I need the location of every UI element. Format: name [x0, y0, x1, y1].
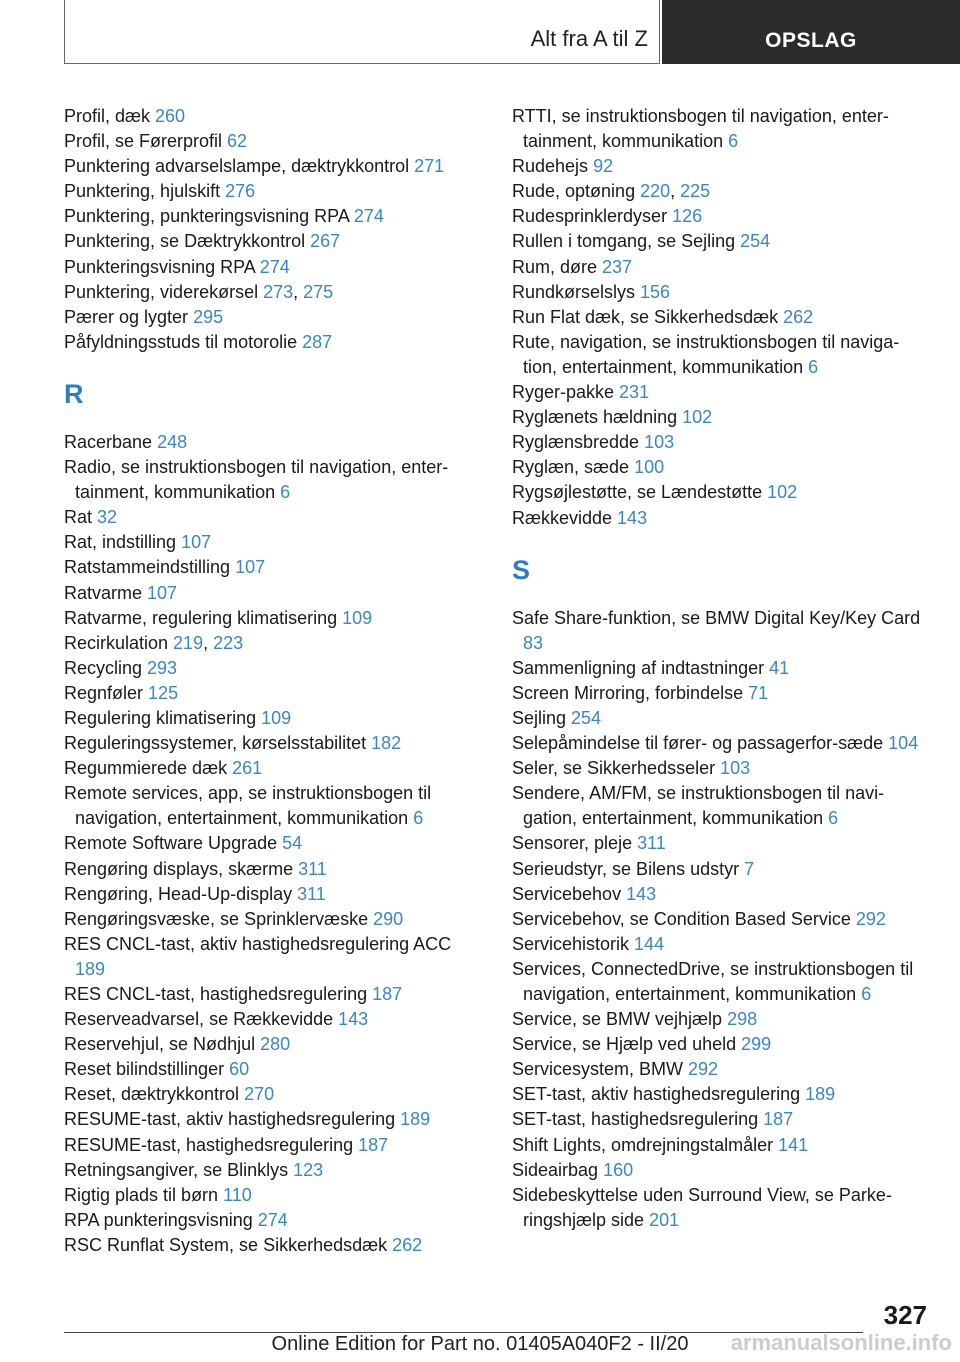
index-entry: [64, 204, 484, 229]
index-entry-term: Rudehejs: [512, 156, 594, 177]
page-reference-link[interactable]: 311: [298, 858, 327, 879]
index-entry: [64, 631, 484, 656]
index-entry-term: Sensorer, pleje: [512, 833, 638, 854]
index-entry: [64, 1007, 484, 1032]
index-entry-term: Sejling: [512, 707, 572, 728]
index-entry-term: RES CNCL-tast, hastighedsregulering: [64, 984, 373, 1004]
index-entry: [64, 982, 484, 1007]
page-reference-link[interactable]: 123: [293, 1159, 324, 1180]
index-entry-term: Reset, dæktrykkontrol: [64, 1084, 245, 1105]
page-reference-link[interactable]: 271: [414, 156, 445, 177]
index-entry-term: Pærer og lygter: [64, 306, 194, 327]
page-reference-link[interactable]: 223: [213, 632, 244, 653]
page-reference-link[interactable]: 109: [261, 707, 292, 728]
index-entry-term: Rude, optøning: [512, 181, 641, 202]
page-ref-separator: ,: [203, 632, 214, 653]
index-entry-term: Rat, indstilling: [64, 532, 182, 553]
index-entry: [512, 1057, 927, 1082]
page-reference-link[interactable]: 103: [644, 432, 675, 453]
index-entry-term: Rundkørselslys: [512, 281, 641, 302]
footer-watermark: armanualsonline.info: [730, 1330, 952, 1355]
page-reference-link[interactable]: 156: [640, 281, 671, 302]
index-entry: [64, 455, 484, 505]
page-reference-link[interactable]: 6: [728, 131, 739, 152]
page-reference-link[interactable]: 292: [855, 908, 886, 929]
page-reference-link[interactable]: 274: [257, 1209, 288, 1230]
page-reference-link[interactable]: 231: [619, 382, 650, 403]
index-entry: [64, 907, 484, 932]
index-entry: [64, 656, 484, 681]
page-reference-link[interactable]: 187: [358, 1134, 389, 1155]
index-entry-term: RTTI, se instruktionsbogen til navigation, enter-tainment, kommunikation: [512, 106, 889, 152]
page-reference-link[interactable]: 41: [769, 657, 790, 678]
page-reference-link[interactable]: 6: [808, 356, 819, 377]
index-entry: [64, 104, 484, 129]
index-entry: [512, 1032, 927, 1057]
page-reference-link[interactable]: 125: [148, 682, 179, 703]
index-entry-term: Ryger-pakke: [512, 382, 620, 403]
index-entry-term: Sammenligning af indtastninger: [512, 657, 770, 678]
index-entry: [64, 932, 484, 982]
index-entry: [512, 204, 927, 229]
index-entry-term: Profil, dæk: [64, 106, 156, 126]
page-reference-link[interactable]: 293: [147, 657, 178, 678]
index-entry-term: Regummierede dæk: [64, 758, 233, 779]
index-entry-term: Run Flat dæk, se Sikkerhedsdæk: [512, 306, 784, 327]
page-reference-link[interactable]: 110: [223, 1184, 252, 1205]
page-reference-link[interactable]: 102: [767, 482, 798, 503]
page-reference-link[interactable]: 187: [763, 1109, 794, 1130]
index-entry: [512, 380, 927, 405]
index-entry-term: RESUME-tast, hastighedsregulering: [64, 1134, 359, 1155]
index-entry-term: Punktering, viderekørsel: [64, 281, 264, 302]
index-entry: [64, 1208, 484, 1233]
index-entry-term: Racerbane: [64, 431, 158, 452]
index-entry-term: Servicehistorik: [512, 933, 635, 954]
index-entry: [512, 756, 927, 781]
index-entry: [512, 731, 927, 756]
index-entry: [512, 932, 927, 957]
index-entry: [64, 129, 484, 154]
index-entry-term: RSC Runflat System, se Sikkerhedsdæk: [64, 1234, 393, 1255]
index-entry: [512, 405, 927, 430]
section-title: Alt fra A til Z: [530, 26, 648, 51]
index-letter-heading: S: [512, 554, 531, 585]
page-reference-link[interactable]: 220: [640, 181, 671, 202]
page-reference-link[interactable]: 274: [353, 206, 384, 227]
index-entry: [512, 305, 927, 330]
page-reference-link[interactable]: 109: [342, 607, 373, 628]
page-reference-link[interactable]: 107: [235, 557, 266, 578]
index-entry-term: Punktering, se Dæktrykkontrol: [64, 231, 311, 252]
page-reference-link[interactable]: 141: [778, 1134, 809, 1155]
page-reference-link[interactable]: 262: [392, 1234, 423, 1255]
page-reference-link[interactable]: 60: [229, 1059, 250, 1080]
index-entry: [64, 330, 484, 355]
page-reference-link[interactable]: 254: [571, 707, 602, 728]
index-entry: [64, 1107, 484, 1132]
index-entry-term: Services, ConnectedDrive, se instruktionsbogen til navigation, entertainment, kommunikation: [512, 958, 914, 1004]
index-entry: [512, 882, 927, 907]
index-entry-term: Punkteringsvisning RPA: [64, 256, 260, 277]
index-entry-term: Regulering klimatisering: [64, 707, 262, 728]
page-reference-link[interactable]: 6: [280, 482, 291, 503]
index-entry-term: SET-tast, aktiv hastighedsregulering: [512, 1084, 806, 1105]
index-entry: [64, 882, 484, 907]
index-entry-term: Rute, navigation, se instruktionsbogen til naviga-tion, entertainment, kommunikation: [512, 331, 900, 377]
index-entry: [512, 857, 927, 882]
page-reference-link[interactable]: 254: [740, 231, 771, 252]
index-entry-term: Selepåmindelse til fører- og passagerfor-sæde: [512, 733, 889, 754]
page-reference-link[interactable]: 275: [303, 281, 334, 302]
index-column-left: [64, 104, 484, 1258]
index-entry: [512, 831, 927, 856]
index-entry-term: Seler, se Sikkerhedsseler: [512, 758, 721, 779]
page-reference-link[interactable]: 32: [97, 507, 118, 528]
index-entry-term: Screen Mirroring, forbindelse: [512, 682, 749, 703]
index-entry-term: RPA punkteringsvisning: [64, 1209, 258, 1230]
index-entry-term: Ratvarme: [64, 582, 148, 603]
index-entry: [64, 1057, 484, 1082]
index-entry: [64, 1183, 484, 1208]
index-entry-term: Retningsangiver, se Blinklys: [64, 1159, 294, 1180]
page-reference-link[interactable]: 143: [626, 883, 657, 904]
index-entry: [512, 907, 927, 932]
index-entry: [64, 154, 484, 179]
page-reference-link[interactable]: 270: [244, 1084, 275, 1105]
index-column-right: [512, 104, 927, 1233]
index-entry-term: Ratvarme, regulering klimatisering: [64, 607, 343, 628]
index-entry: [64, 606, 484, 631]
index-entry-term: Ratstammeindstilling: [64, 557, 236, 578]
page-reference-link[interactable]: 104: [888, 733, 919, 754]
index-entry: [64, 857, 484, 882]
index-entry-term: Sideairbag: [512, 1159, 604, 1180]
index-entry-term: Rengøringsvæske, se Sprinklervæske: [64, 908, 374, 929]
index-entry-term: Rækkevidde: [512, 507, 618, 528]
index-entry-term: Sendere, AM/FM, se instruktionsbogen til navi-gation, entertainment, kommunikation: [512, 783, 885, 829]
index-entry-term: Profil, se Førerprofil: [64, 131, 228, 152]
index-entry-term: Safe Share-funktion, se BMW Digital Key/Key Card: [512, 607, 921, 628]
index-entry-term: Rygsøjlestøtte, se Lændestøtte: [512, 482, 768, 503]
page-reference-link[interactable]: 54: [282, 833, 303, 854]
page-reference-link[interactable]: 71: [748, 682, 769, 703]
page-reference-link[interactable]: 295: [193, 306, 224, 327]
index-entry-term: RESUME-tast, aktiv hastighedsregulering: [64, 1109, 401, 1130]
index-entry: [512, 781, 927, 831]
page-ref-separator: ,: [293, 281, 304, 302]
index-entry: [512, 480, 927, 505]
index-entry: [512, 455, 927, 480]
index-entry-term: Sidebeskyttelse uden Surround View, se Parke-ringshjælp side: [512, 1184, 892, 1230]
page-reference-link[interactable]: 143: [617, 507, 648, 528]
index-entry: [64, 1032, 484, 1057]
page-reference-link[interactable]: 144: [634, 933, 665, 954]
index-entry-term: Ryglænsbredde: [512, 432, 645, 453]
index-entry: [64, 731, 484, 756]
index-entry: [512, 1007, 927, 1032]
page-reference-link[interactable]: 83: [523, 632, 544, 653]
index-entry: [64, 781, 484, 831]
page-reference-link[interactable]: 274: [259, 256, 290, 277]
index-entry: [512, 1082, 927, 1107]
index-letter-heading: R: [64, 378, 84, 409]
index-entry-term: Rum, døre: [512, 256, 603, 277]
page-reference-link[interactable]: 287: [302, 331, 333, 352]
page-reference-link[interactable]: 143: [338, 1009, 369, 1030]
index-entry-term: Ryglænets hældning: [512, 407, 683, 428]
page-reference-link[interactable]: 102: [682, 407, 713, 428]
index-entry: [512, 280, 927, 305]
index-entry: [64, 305, 484, 330]
index-entry-term: Reguleringssystemer, kørselsstabilitet: [64, 733, 372, 754]
index-entry: [512, 1107, 927, 1132]
index-entry: [512, 1183, 927, 1233]
page-reference-link[interactable]: 237: [602, 256, 633, 277]
index-entry-term: Ryglæn, sæde: [512, 457, 635, 478]
index-entry: [512, 957, 927, 1007]
section-tab: [662, 0, 960, 64]
index-entry: [64, 681, 484, 706]
index-entry-term: Rudesprinklerdyser: [512, 206, 673, 227]
page-reference-link[interactable]: 6: [828, 808, 839, 829]
index-entry: [64, 255, 484, 280]
page-reference-link[interactable]: 100: [634, 457, 665, 478]
page-number: 327: [883, 1300, 927, 1330]
page-reference-link[interactable]: 298: [727, 1009, 758, 1030]
index-entry-term: Rengøring displays, skærme: [64, 858, 299, 879]
index-entry: [64, 530, 484, 555]
index-entry-term: Rullen i tomgang, se Sejling: [512, 231, 741, 252]
index-entry: [512, 430, 927, 455]
index-entry-term: Reserveadvarsel, se Rækkevidde: [64, 1009, 339, 1030]
index-entry-term: Servicesystem, BMW: [512, 1059, 689, 1080]
page-reference-link[interactable]: 189: [75, 958, 106, 979]
page-reference-link[interactable]: 262: [783, 306, 814, 327]
page-reference-link[interactable]: 107: [147, 582, 178, 603]
index-entry-term: Shift Lights, omdrejningstalmåler: [512, 1134, 779, 1155]
index-entry: [64, 581, 484, 606]
page-reference-link[interactable]: 107: [181, 532, 212, 553]
index-entry: [64, 1082, 484, 1107]
index-entry-term: Punktering, hjulskift: [64, 181, 226, 202]
index-entry-term: Reset bilindstillinger: [64, 1059, 230, 1080]
index-entry: [512, 179, 927, 204]
index-entry-term: Remote services, app, se instruktionsbogen til navigation, entertainment, kommunikation: [64, 783, 432, 829]
index-entry: [64, 1133, 484, 1158]
index-entry: [64, 430, 484, 455]
index-entry: [512, 656, 927, 681]
page-reference-link[interactable]: 280: [260, 1034, 291, 1055]
index-entry-term: Punktering advarselslampe, dæktrykkontrol: [64, 156, 415, 177]
index-entry-term: Radio, se instruktionsbogen til navigation, enter-tainment, kommunikation: [64, 457, 449, 503]
page-reference-link[interactable]: 267: [310, 231, 341, 252]
index-entry-term: Reservehjul, se Nødhjul: [64, 1034, 261, 1055]
index-entry-term: Påfyldningsstuds til motorolie: [64, 331, 303, 352]
index-entry: [512, 229, 927, 254]
index-entry-term: Servicebehov, se Condition Based Service: [512, 908, 856, 929]
page-reference-link[interactable]: 62: [227, 131, 248, 152]
index-entry-term: Recirkulation: [64, 632, 174, 653]
page-reference-link[interactable]: 311: [637, 833, 666, 854]
page-reference-link[interactable]: 292: [688, 1059, 719, 1080]
index-entry: [512, 104, 927, 154]
index-entry: [512, 1158, 927, 1183]
index-entry-term: Service, se BMW vejhjælp: [512, 1009, 728, 1030]
page-reference-link[interactable]: 311: [297, 883, 326, 904]
index-entry-term: SET-tast, hastighedsregulering: [512, 1109, 764, 1130]
index-entry: [512, 330, 927, 380]
page-reference-link[interactable]: 182: [371, 733, 402, 754]
section-tab-label: OPSLAG: [765, 29, 857, 52]
index-entry: [512, 154, 927, 179]
index-entry-term: Rigtig plads til børn: [64, 1184, 224, 1205]
page-reference-link[interactable]: 6: [413, 808, 424, 829]
index-entry-term: Service, se Hjælp ved uheld: [512, 1034, 742, 1055]
page-reference-link[interactable]: 225: [680, 181, 711, 202]
index-entry: [64, 706, 484, 731]
index-entry: [64, 1158, 484, 1183]
page-reference-link[interactable]: 290: [373, 908, 404, 929]
page-reference-link[interactable]: 7: [744, 858, 755, 879]
index-entry: [512, 255, 927, 280]
page-reference-link[interactable]: 187: [372, 984, 403, 1004]
page-reference-link[interactable]: 160: [603, 1159, 634, 1180]
index-entry-term: Punktering, punkteringsvisning RPA: [64, 206, 354, 227]
index-entry: [64, 179, 484, 204]
page-reference-link[interactable]: 189: [805, 1084, 836, 1105]
page-reference-link[interactable]: 299: [741, 1034, 772, 1055]
page-reference-link[interactable]: 92: [593, 156, 614, 177]
index-entry: [64, 505, 484, 530]
page-reference-link[interactable]: 248: [157, 431, 188, 452]
index-entry-term: Remote Software Upgrade: [64, 833, 283, 854]
index-entry: [64, 831, 484, 856]
page-reference-link[interactable]: 189: [400, 1109, 431, 1130]
index-entry: [64, 280, 484, 305]
index-entry: [64, 555, 484, 580]
index-entry: [512, 606, 927, 656]
index-entry: [512, 706, 927, 731]
page-reference-link[interactable]: 219: [173, 632, 204, 653]
page-ref-separator: ,: [670, 181, 681, 202]
index-entry-term: Rengøring, Head-Up-display: [64, 883, 298, 904]
index-entry: [512, 681, 927, 706]
page-reference-link[interactable]: 201: [649, 1209, 680, 1230]
index-entry: [64, 756, 484, 781]
page-reference-link[interactable]: 260: [155, 106, 186, 126]
page-reference-link[interactable]: 103: [720, 758, 751, 779]
page-reference-link[interactable]: 273: [263, 281, 294, 302]
index-entry: [64, 229, 484, 254]
page-reference-link[interactable]: 261: [232, 758, 263, 779]
index-entry-term: Rat: [64, 507, 98, 528]
index-entry: [512, 1133, 927, 1158]
page-reference-link[interactable]: 276: [225, 181, 256, 202]
page-reference-link[interactable]: 126: [672, 206, 703, 227]
index-entry-term: Recycling: [64, 657, 148, 678]
index-entry: [512, 506, 927, 531]
index-entry-term: Serieudstyr, se Bilens udstyr: [512, 858, 745, 879]
index-entry-term: RES CNCL-tast, aktiv hastighedsregulering ACC: [64, 933, 452, 954]
index-entry: [64, 1233, 484, 1258]
footer-edition: Online Edition for Part no. 01405A040F2 - II/20: [271, 1333, 689, 1355]
page-reference-link[interactable]: 6: [861, 984, 872, 1004]
index-entry-term: Regnføler: [64, 682, 149, 703]
index-entry-term: Servicebehov: [512, 883, 627, 904]
